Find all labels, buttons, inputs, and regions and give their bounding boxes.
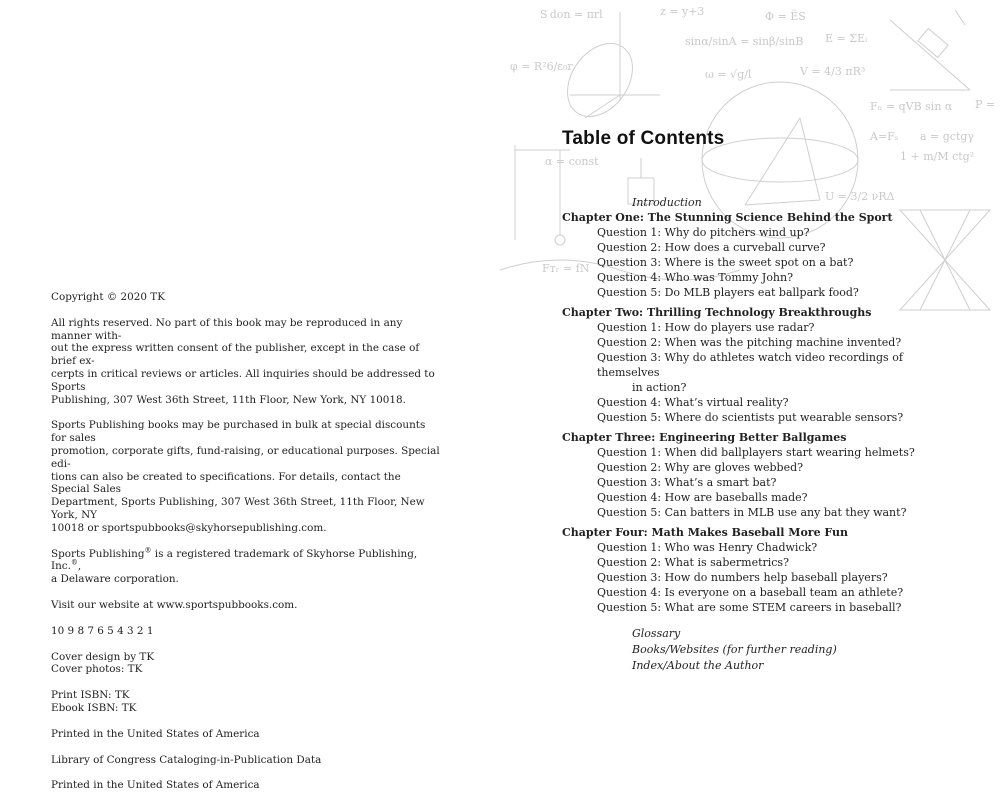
svg-text:A=Fₛ: A=Fₛ — [870, 130, 899, 143]
toc-question-text: Question 1: Why do pitchers wind up? — [597, 226, 810, 239]
toc-question — [562, 285, 962, 300]
toc-question — [562, 335, 962, 350]
toc-question-text: Question 1: How do players use radar? — [597, 321, 815, 334]
toc-back-matter-item: Glossary — [632, 627, 681, 640]
toc-question — [562, 350, 962, 395]
toc-list — [562, 195, 962, 674]
toc-question-text: Question 4: How are baseballs made? — [597, 491, 808, 504]
svg-text:E = ΣEᵢ: E = ΣEᵢ — [825, 32, 868, 45]
rights-line: cerpts in critical reviews or articles. All inquiries should be addressed to Sports — [51, 367, 435, 393]
toc-question-text: Question 3: How do numbers help baseball players? — [597, 571, 888, 584]
bulk-line: promotion, corporate gifts, fund-raising, or educational purposes. Special edi- — [51, 444, 440, 470]
loc-data-line: Library of Congress Cataloging-in-Publication Data — [51, 753, 322, 766]
trademark-paragraph — [51, 548, 441, 586]
bulk-sales-paragraph — [51, 419, 441, 534]
registered-mark: ® — [144, 546, 152, 555]
svg-text:α = const: α = const — [545, 155, 599, 168]
copyright-block — [51, 291, 441, 805]
toc-chapter-title: Chapter Four: Math Makes Baseball More Fun — [562, 526, 849, 539]
toc-question-text: Question 5: What are some STEM careers in baseball? — [597, 601, 902, 614]
toc-question-text: Question 3: What’s a smart bat? — [597, 476, 777, 489]
svg-text:1 + m/M ctg²: 1 + m/M ctg² — [900, 150, 975, 163]
printed-in-line: Printed in the United States of America — [51, 779, 260, 792]
registered-mark: ® — [70, 558, 78, 567]
cover-design: Cover design by TK — [51, 650, 155, 663]
toc-question-text: Question 4: What’s virtual reality? — [597, 396, 789, 409]
rights-line: out the express written consent of the publisher, except in the case of brief ex- — [51, 342, 420, 368]
toc-question-text: Question 2: How does a curveball curve? — [597, 241, 826, 254]
printing-line: 10 9 8 7 6 5 4 3 2 1 — [51, 624, 154, 637]
print-isbn: Print ISBN: TK — [51, 689, 130, 702]
svg-text:V = 4/3 πR³: V = 4/3 πR³ — [800, 65, 866, 78]
toc-question — [562, 445, 962, 460]
toc-question — [562, 540, 962, 555]
cover-photos: Cover photos: TK — [51, 663, 143, 676]
svg-text:a = gctgγ: a = gctgγ — [920, 130, 975, 143]
website-line: Visit our website at www.sportspubbooks.com. — [51, 598, 298, 611]
bulk-line: Department, Sports Publishing, 307 West 36th Street, 11th Floor, New York, NY — [51, 496, 425, 521]
isbn-block — [51, 689, 441, 715]
toc-question-text: Question 3: Where is the sweet spot on a bat? — [597, 256, 854, 269]
toc-question-text: Question 1: Who was Henry Chadwick? — [597, 541, 818, 554]
toc-back-matter-item: Books/Websites (for further reading) — [632, 643, 837, 656]
toc-introduction: Introduction — [632, 196, 702, 209]
svg-text:S don = πrl: S don = πrl — [540, 8, 603, 21]
trademark-line2: a Delaware corporation. — [51, 573, 179, 586]
svg-text:Fᴛᵣ = fN: Fᴛᵣ = fN — [542, 262, 590, 275]
cover-credits — [51, 651, 441, 677]
toc-question — [562, 225, 962, 240]
trademark-comma: , — [77, 560, 82, 573]
printed-in-line: Printed in the United States of America — [51, 727, 260, 740]
toc-question — [562, 505, 962, 520]
svg-text:P =: P = — [975, 98, 996, 111]
toc-question — [562, 395, 962, 410]
trademark-text: is a registered trademark of Skyhorse Publishing, Inc. — [51, 547, 418, 573]
toc-question-continuation: in action? — [632, 381, 687, 394]
svg-text:φ = R²6/ε₀r: φ = R²6/ε₀r — [510, 60, 573, 73]
toc-question-text: Question 5: Can batters in MLB use any bat they want? — [597, 506, 907, 519]
svg-text:Φ = ẼS: Φ = ẼS — [765, 10, 806, 23]
toc-question-text: Question 5: Where do scientists put wearable sensors? — [597, 411, 904, 424]
toc-back-matter — [562, 626, 962, 674]
svg-text:Fₙ = qVB sin α: Fₙ = qVB sin α — [870, 100, 953, 113]
toc-question-text: Question 4: Is everyone on a baseball team an athlete? — [597, 586, 904, 599]
toc-question — [562, 255, 962, 270]
rights-line: Publishing, 307 West 36th Street, 11th Floor, New York, NY 10018. — [51, 393, 406, 406]
toc-question-text: Question 3: Why do athletes watch video recordings of themselves — [597, 351, 903, 379]
toc-page — [500, 0, 1000, 750]
toc-chapter-title: Chapter One: The Stunning Science Behind the Sport — [562, 211, 893, 224]
toc-question-text: Question 2: When was the pitching machine invented? — [597, 336, 902, 349]
toc-question — [562, 270, 962, 285]
toc-question-text: Question 2: Why are gloves webbed? — [597, 461, 804, 474]
toc-question — [562, 320, 962, 335]
toc-question-text: Question 1: When did ballplayers start wearing helmets? — [597, 446, 915, 459]
toc-chapter-title: Chapter Three: Engineering Better Ballgames — [562, 431, 847, 444]
toc-question-text: Question 2: What is sabermetrics? — [597, 556, 789, 569]
toc-question — [562, 600, 962, 615]
ebook-isbn: Ebook ISBN: TK — [51, 701, 137, 714]
rights-line: All rights reserved. No part of this book may be reproduced in any manner with- — [51, 316, 403, 342]
rights-paragraph — [51, 317, 441, 407]
toc-question — [562, 410, 962, 425]
toc-chapters — [562, 210, 962, 615]
copyright-page — [0, 0, 500, 792]
bulk-line: 10018 or sportspubbooks@skyhorsepublishing.com. — [51, 521, 327, 534]
toc-question — [562, 490, 962, 505]
svg-text:sinα/sinA = sinβ/sinB: sinα/sinA = sinβ/sinB — [685, 35, 804, 48]
trademark-brand: Sports Publishing — [51, 547, 145, 560]
toc-title: Table of Contents — [562, 128, 725, 149]
copyright-line: Copyright © 2020 TK — [51, 291, 165, 303]
toc-chapter-title: Chapter Two: Thrilling Technology Breakthroughs — [562, 306, 872, 319]
toc-question — [562, 475, 962, 490]
svg-text:ω = √g/l: ω = √g/l — [705, 68, 752, 81]
toc-question-text: Question 5: Do MLB players eat ballpark food? — [597, 286, 859, 299]
toc-question — [562, 240, 962, 255]
svg-text:z = y+3: z = y+3 — [660, 5, 705, 18]
toc-question-text: Question 4: Who was Tommy John? — [597, 271, 794, 284]
bulk-line: Sports Publishing books may be purchased in bulk at special discounts for sales — [51, 419, 426, 445]
toc-question — [562, 460, 962, 475]
toc-back-matter-item: Index/About the Author — [632, 659, 764, 672]
svg-text:U = 3/2 νRΔ: U = 3/2 νRΔ — [825, 190, 895, 203]
toc-question — [562, 585, 962, 600]
toc-question — [562, 570, 962, 585]
toc-question — [562, 555, 962, 570]
bulk-line: tions can also be created to specifications. For details, contact the Special Sales — [51, 470, 401, 496]
